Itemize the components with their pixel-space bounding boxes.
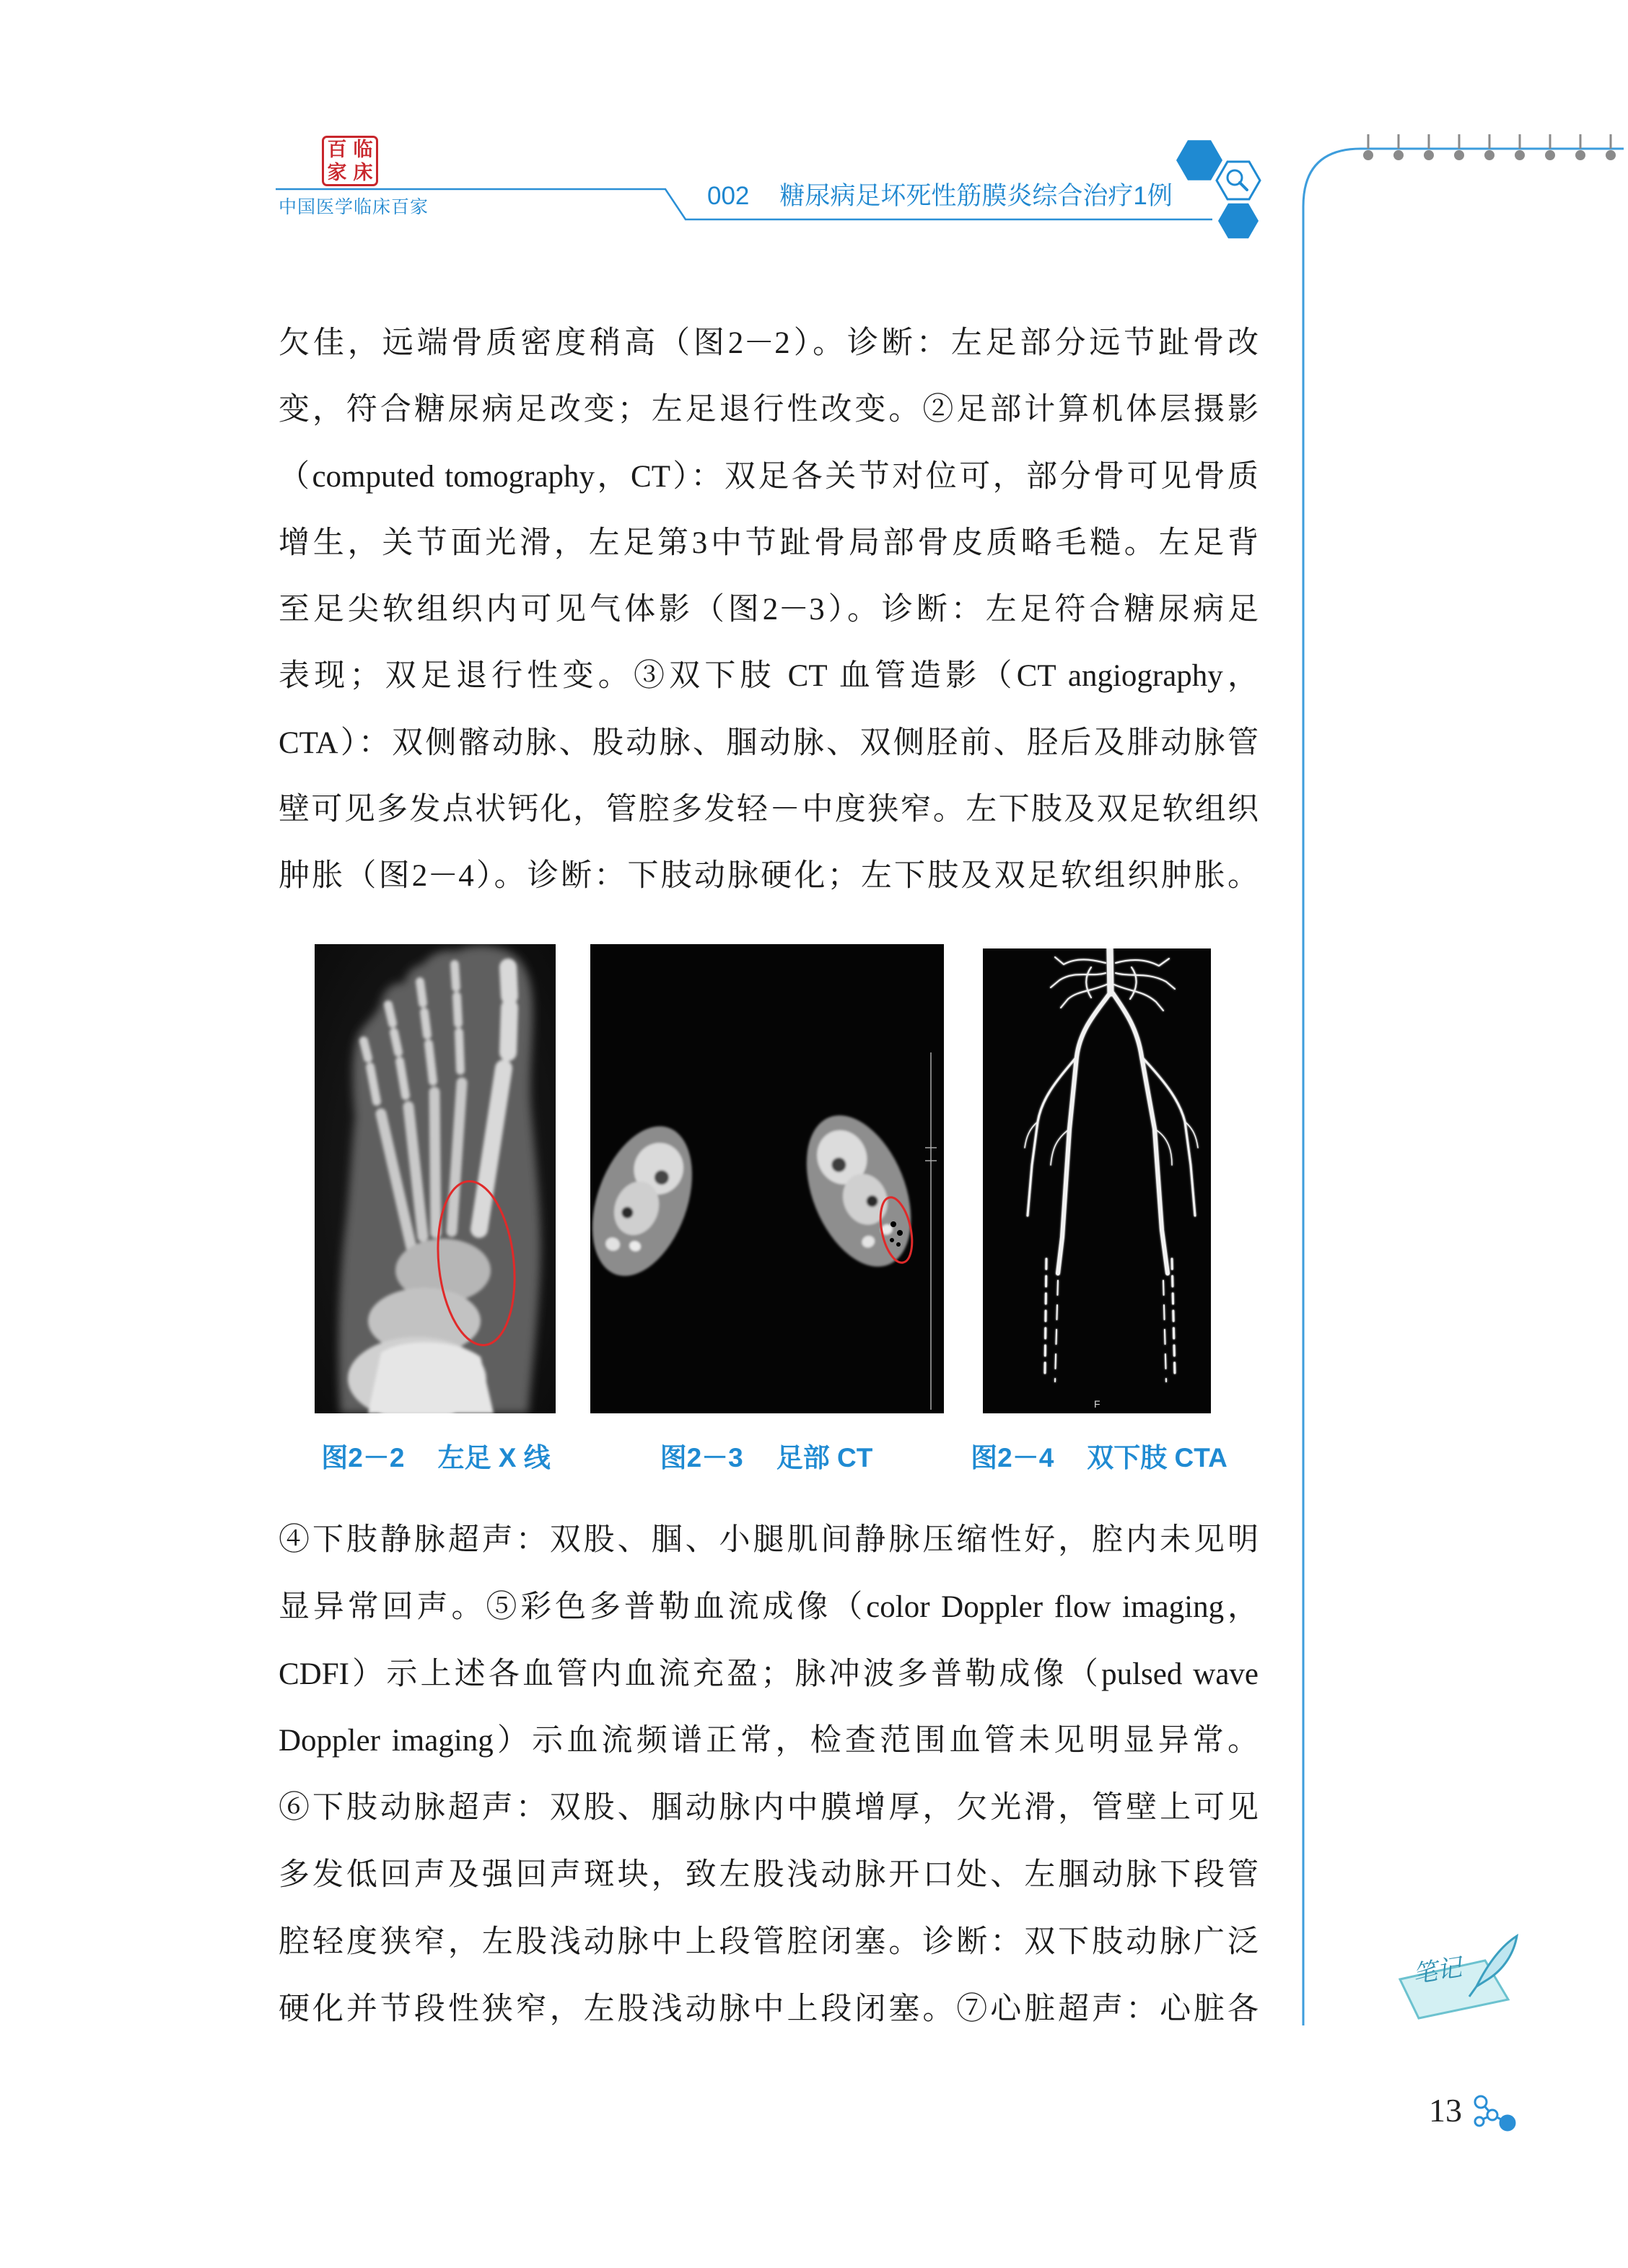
book-logo-seal [322,136,378,186]
page-number: 13 [1429,2092,1462,2129]
body-paragraph-2 [279,1507,1259,2043]
molecule-atom [1475,2117,1484,2126]
binder-pin [1545,150,1555,160]
xray-drawing [315,944,556,1413]
body-line: 壁可见多发点状钙化，管腔多发轻－中度狭窄。左下肢及双足软组织 [279,793,1259,827]
body-line: （computed tomography，CT）：双足各关节对位可，部分骨可见骨质 [279,459,1259,494]
caption-title: 足部 CT [776,1443,873,1473]
running-header-chapter [707,180,1173,212]
figure-caption-2-2 [292,1441,580,1475]
body-line: ⑥下肢动脉超声：双股、腘动脉内中膜增厚，欠光滑，管壁上可见 [279,1791,1259,1826]
body-line: CDFI）示上述各血管内血流充盈；脉冲波多普勒成像（pulsed wave [279,1657,1259,1691]
body-line: CTA）：双侧髂动脉、股动脉、腘动脉、双侧胫前、胫后及腓动脉管 [279,725,1259,760]
hexagon-magnifier-icon [1176,140,1260,238]
molecule-atom [1500,2116,1515,2130]
seal-char: 临 [353,138,373,161]
body-line: Doppler imaging）示血流频谱正常，检查范围血管未见明显异常。 [279,1724,1259,1758]
series-name: 中国医学临床百家 [279,197,429,217]
ct-drawing [590,944,944,1413]
body-line: 肿胀（图2－4）。诊断：下肢动脉硬化；左下肢及双足软组织肿胀。 [279,859,1259,894]
body-line: ④下肢静脉超声：双股、腘、小腿肌间静脉压缩性好，腔内未见明 [279,1523,1259,1557]
seal-char: 床 [353,161,373,184]
gas-focus [890,1221,896,1227]
hexagon-top [1176,140,1222,180]
body-line: 变，符合糖尿病足改变；左足退行性改变。②足部计算机体层摄影 [279,393,1259,427]
body-line: 腔轻度狭窄，左股浅动脉中上段管腔闭塞。诊断：双下肢动脉广泛 [279,1924,1259,1959]
caption-title: 双下肢 CTA [1087,1443,1227,1473]
hexagon-outline [1217,162,1260,199]
chapter-number: 002 [707,182,750,210]
figure-2-4-cta-image [983,948,1211,1413]
molecule-icon [1475,2096,1515,2130]
caption-label: 图2－4 [971,1443,1054,1473]
margin-rule [1303,149,1624,2025]
caption-title: 左足 X 线 [437,1443,551,1473]
chapter-title: 糖尿病足坏死性筋膜炎综合治疗1例 [779,182,1173,210]
figure-2-3-ct-image [590,944,944,1413]
binder-pin [1606,150,1616,160]
body-line: 至足尖软组织内可见气体影（图2－3）。诊断：左足符合糖尿病足 [279,593,1259,627]
binder-pin [1575,150,1585,160]
figure-caption-2-3 [622,1441,911,1475]
figure-caption-2-4 [955,1441,1243,1475]
body-line: 多发低回声及强回声斑块，致左股浅动脉开口处、左腘动脉下段管 [279,1857,1259,1892]
hexagon-bottom [1218,204,1259,238]
seal-char: 家 [327,161,347,184]
binder-pin [1515,150,1525,160]
body-paragraph-1 [279,310,1259,910]
cta-background [983,948,1211,1413]
molecule-atom [1487,2110,1497,2120]
note-label: 笔记 [1410,1953,1464,1989]
caption-label: 图2－3 [660,1443,743,1473]
cta-image-marker: F [1094,1398,1100,1410]
binder-pin [1393,150,1404,160]
gas-focus [890,1238,894,1242]
molecule-atom [1475,2096,1487,2108]
binder-pin [1424,150,1434,160]
gas-focus [896,1242,901,1247]
binder-pin [1363,150,1373,160]
body-line: 欠佳，远端骨质密度稍高（图2－2）。诊断：左足部分远节趾骨改 [279,326,1259,360]
seal-char: 百 [327,138,347,161]
binder-pins [1363,134,1616,160]
figure-2-2-xray-image [315,944,556,1413]
cta-drawing [983,948,1211,1413]
binder-pin [1454,150,1464,160]
binder-pin [1484,150,1494,160]
gas-focus [897,1230,903,1236]
binder-pin-stems [1368,134,1611,149]
caption-label: 图2－2 [321,1443,405,1473]
aorta [1110,948,1111,993]
body-line: 增生，关节面光滑，左足第3中节趾骨局部骨皮质略毛糙。左足背 [279,525,1259,560]
body-line: 硬化并节段性狭窄，左股浅动脉中上段闭塞。⑦心脏超声：心脏各 [279,1992,1259,2026]
body-line: 显异常回声。⑤彩色多普勒血流成像（color Doppler flow imaging， [279,1589,1259,1624]
body-line: 表现；双足退行性变。③双下肢 CT 血管造影（CT angiography， [279,659,1259,694]
